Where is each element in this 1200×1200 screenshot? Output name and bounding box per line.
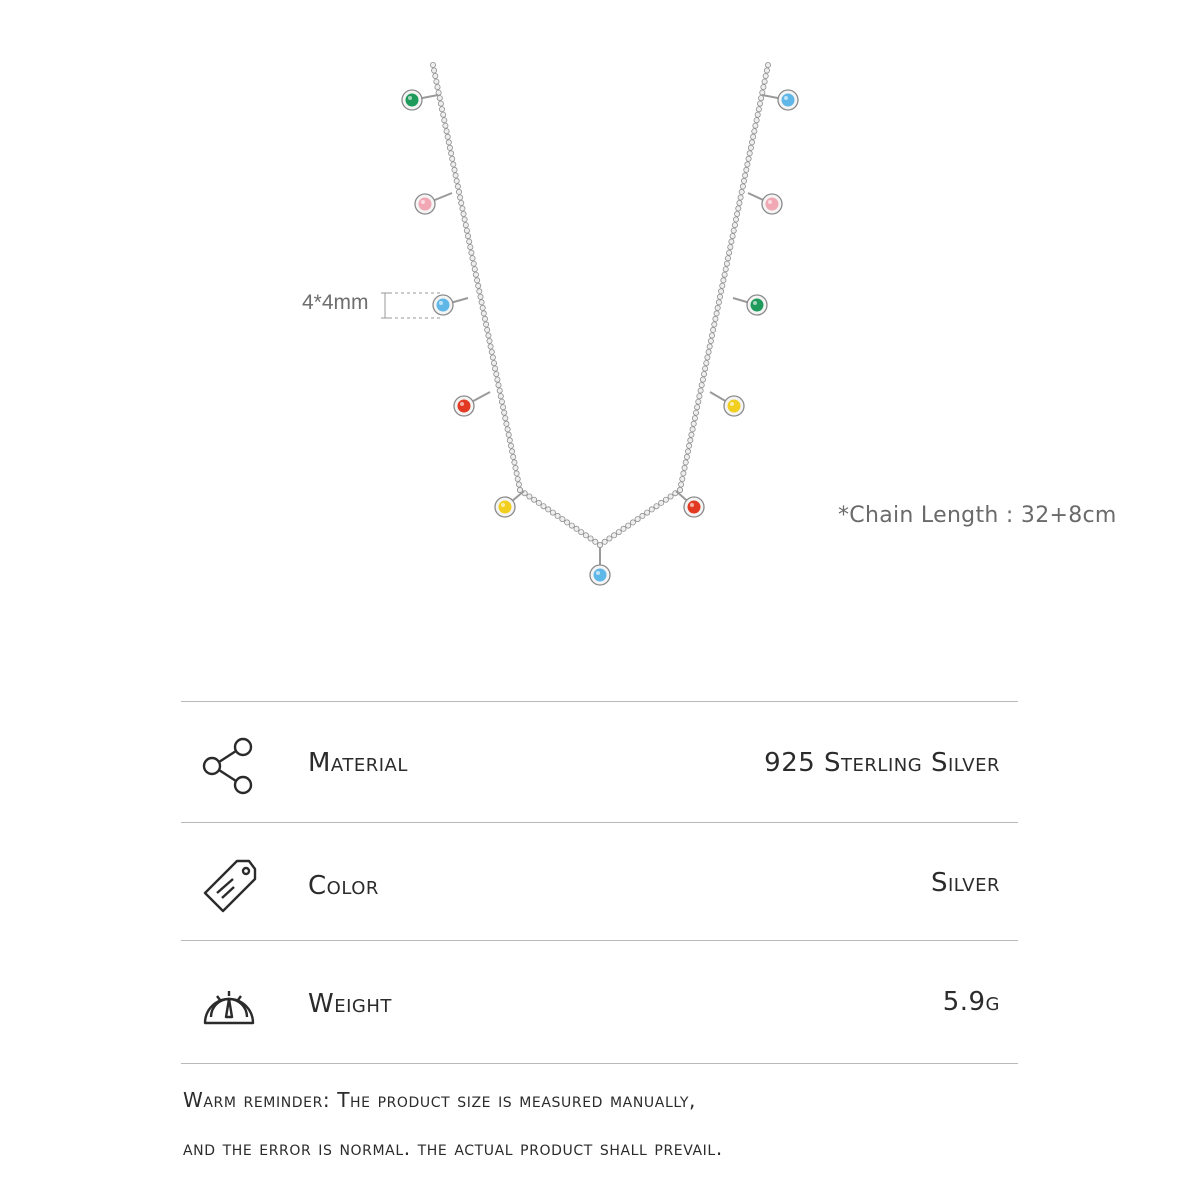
chain-bead: [721, 278, 726, 283]
chain-bead: [626, 523, 631, 528]
chain-bead: [630, 520, 635, 525]
chain-bead: [635, 517, 640, 522]
chain-bead: [480, 305, 485, 310]
chain-bead: [751, 134, 756, 139]
chain-bead: [698, 388, 703, 393]
gemstone: [406, 94, 419, 107]
chain-bead: [722, 272, 727, 277]
chain-bead: [645, 510, 650, 515]
chain-bead: [720, 283, 725, 288]
chain-bead: [607, 536, 612, 541]
chain-bead: [560, 517, 565, 522]
gem-highlight: [408, 96, 412, 100]
chain-bead: [640, 513, 645, 518]
chain-bead: [749, 140, 754, 145]
gemstone: [594, 569, 607, 582]
chain-bead: [684, 454, 689, 459]
chain-bead: [703, 366, 708, 371]
chain-bead: [755, 112, 760, 117]
chain-bead: [736, 206, 741, 211]
chain-bead: [708, 338, 713, 343]
chain-bead: [471, 261, 476, 266]
chain-bead: [683, 460, 688, 465]
chain-bead: [689, 432, 694, 437]
chain-bead: [512, 460, 517, 465]
chain-bead: [711, 327, 716, 332]
chain-bead: [481, 311, 486, 316]
chain-bead: [715, 305, 720, 310]
chain-bead: [456, 189, 461, 194]
chain-bead: [506, 432, 511, 437]
chain-bead: [536, 500, 541, 505]
chain-bead: [532, 497, 537, 502]
chain-bead: [583, 533, 588, 538]
chain-bead: [516, 482, 521, 487]
chain-bead: [707, 344, 712, 349]
chain-bead: [731, 228, 736, 233]
gem-highlight: [753, 301, 757, 305]
chain-bead: [451, 162, 456, 167]
chain-bead: [574, 526, 579, 531]
gem-highlight: [596, 571, 600, 575]
chain-bead: [695, 405, 700, 410]
chain-bead: [473, 272, 478, 277]
chain-bead: [479, 300, 484, 305]
chain-bead: [477, 289, 482, 294]
scale-icon: [199, 977, 259, 1037]
spec-label: Weight: [308, 989, 392, 1019]
chain-bead: [735, 211, 740, 216]
chain-bead: [461, 211, 466, 216]
chain-bead: [579, 530, 584, 535]
chain-bead: [509, 449, 514, 454]
chain-bead: [727, 250, 732, 255]
chain-bead: [490, 355, 495, 360]
chain-bead: [511, 454, 516, 459]
chain-bead: [491, 361, 496, 366]
chain-bead: [447, 145, 452, 150]
chain-bead: [765, 62, 770, 67]
spec-table: [181, 701, 1018, 1064]
chain-bead: [724, 261, 729, 266]
gemstone: [458, 400, 471, 413]
chain-bead: [478, 294, 483, 299]
gem-highlight: [460, 402, 464, 406]
chain-bead: [458, 195, 463, 200]
chain-bead: [452, 167, 457, 172]
chain-bead: [470, 256, 475, 261]
chain-bead: [748, 145, 753, 150]
chain-bead: [744, 167, 749, 172]
chain-bead: [690, 427, 695, 432]
chain-bead: [668, 494, 673, 499]
chain-bead: [597, 542, 602, 547]
chain-bead: [450, 156, 455, 161]
chain-bead: [475, 278, 480, 283]
chain-bead: [499, 399, 504, 404]
chain-bead: [527, 494, 532, 499]
chain-bead: [465, 234, 470, 239]
size-dimension-marker: [381, 293, 440, 318]
share-icon: [199, 736, 259, 796]
chain-bead: [709, 333, 714, 338]
chain-bead: [759, 96, 764, 101]
chain-bead: [430, 62, 435, 67]
chain-bead: [501, 405, 506, 410]
chain-bead: [497, 388, 502, 393]
chain-bead: [746, 156, 751, 161]
chain-bead: [704, 361, 709, 366]
chain-bead: [696, 399, 701, 404]
chain-bead: [717, 294, 722, 299]
chain-bead: [753, 123, 758, 128]
chain-bead: [513, 465, 518, 470]
chain-bead: [455, 184, 460, 189]
chain-bead: [488, 344, 493, 349]
chain-bead: [691, 421, 696, 426]
chain-bead: [728, 245, 733, 250]
chain-bead: [502, 410, 507, 415]
chain-bead: [444, 129, 449, 134]
gemstone: [766, 198, 779, 211]
spec-label: Material: [308, 748, 408, 778]
chain-bead: [453, 173, 458, 178]
chain-bead: [482, 316, 487, 321]
chain-bead: [476, 283, 481, 288]
chain-bead: [649, 507, 654, 512]
chain-bead: [489, 349, 494, 354]
chain-bead: [729, 239, 734, 244]
chain-bead: [699, 383, 704, 388]
chain-bead: [680, 476, 685, 481]
chain-bead: [485, 327, 490, 332]
chain-bead: [498, 394, 503, 399]
chain-bead: [682, 465, 687, 470]
chain-bead: [719, 289, 724, 294]
chain-bead: [732, 223, 737, 228]
chain-bead: [730, 234, 735, 239]
chain-bead: [460, 206, 465, 211]
chain-bead: [737, 200, 742, 205]
chain-bead: [434, 79, 439, 84]
chain-bead: [764, 68, 769, 73]
gem-highlight: [690, 503, 694, 507]
chain-bead: [763, 73, 768, 78]
chain-bead: [494, 372, 499, 377]
chain-bead: [679, 482, 684, 487]
chain-bead: [738, 195, 743, 200]
chain-bead: [515, 476, 520, 481]
chain-bead: [462, 217, 467, 222]
reminder-line-1: Warm reminder: The product size is measured manually,: [183, 1088, 696, 1112]
chain-bead: [688, 438, 693, 443]
chain-bead: [487, 338, 492, 343]
chain-bead: [725, 256, 730, 261]
chain-bead: [593, 539, 598, 544]
chain-bead: [757, 101, 762, 106]
chain-length-label: *Chain Length : 32+8cm: [838, 503, 1117, 528]
chain-bead: [443, 123, 448, 128]
chain-bead: [439, 107, 444, 112]
chain-bead: [472, 267, 477, 272]
chain-bead: [464, 228, 469, 233]
divider: [181, 1063, 1018, 1064]
tag-icon: [199, 857, 259, 917]
chain-bead: [433, 73, 438, 78]
chain-bead: [493, 366, 498, 371]
chain-bead: [761, 85, 766, 90]
chain-bead: [505, 427, 510, 432]
chain-bead: [445, 134, 450, 139]
chain-bead: [713, 316, 718, 321]
chain-bead: [754, 118, 759, 123]
chain-bead: [550, 510, 555, 515]
gem-highlight: [501, 503, 505, 507]
chain-bead: [565, 520, 570, 525]
chain-bead: [454, 178, 459, 183]
pendant-size-label: 4*4mm: [302, 291, 369, 314]
chain-bead: [741, 178, 746, 183]
chain-bead: [712, 322, 717, 327]
spec-value: 5.9g: [942, 987, 1000, 1017]
chain-bead: [747, 151, 752, 156]
spec-row-material: [181, 702, 1018, 822]
gem-highlight: [784, 96, 788, 100]
chain-bead: [687, 443, 692, 448]
reminder-line-2: and the error is normal. the actual product shall prevail.: [183, 1136, 723, 1160]
gemstone: [751, 299, 764, 312]
chain-bead: [705, 355, 710, 360]
chain-bead: [569, 523, 574, 528]
gem-highlight: [421, 200, 425, 204]
pendants: [402, 90, 798, 585]
chain-bead: [435, 85, 440, 90]
gem-highlight: [730, 402, 734, 406]
chain-bead: [612, 533, 617, 538]
chain-bead: [706, 349, 711, 354]
chain-bead: [503, 416, 508, 421]
chain-bead: [762, 79, 767, 84]
spec-label: Color: [308, 871, 379, 901]
chain-bead: [496, 383, 501, 388]
gemstone: [728, 400, 741, 413]
chain-bead: [685, 449, 690, 454]
gemstone: [419, 198, 432, 211]
chain-bead: [714, 311, 719, 316]
chain-bead: [504, 421, 509, 426]
chain-bead: [602, 539, 607, 544]
chain-bead: [442, 118, 447, 123]
chain-bead: [739, 189, 744, 194]
chain-bead: [446, 140, 451, 145]
chain-bead: [546, 507, 551, 512]
chain-bead: [437, 96, 442, 101]
gemstone: [437, 299, 450, 312]
chain-bead: [621, 526, 626, 531]
chain-bead: [432, 68, 437, 73]
chain-bead: [733, 217, 738, 222]
spec-row-color: [181, 823, 1018, 940]
spec-value: 925 Sterling Silver: [764, 748, 1000, 778]
bead-chain: [430, 62, 770, 547]
spec-row-weight: [181, 941, 1018, 1063]
chain-bead: [663, 497, 668, 502]
spec-value: Silver: [930, 868, 1000, 898]
chain-bead: [697, 394, 702, 399]
chain-bead: [438, 101, 443, 106]
chain-bead: [514, 471, 519, 476]
chain-bead: [463, 223, 468, 228]
chain-bead: [692, 416, 697, 421]
chain-bead: [743, 173, 748, 178]
chain-bead: [700, 377, 705, 382]
chain-bead: [756, 107, 761, 112]
chain-bead: [449, 151, 454, 156]
chain-bead: [616, 530, 621, 535]
chain-bead: [745, 162, 750, 167]
chain-bead: [541, 504, 546, 509]
chain-bead: [693, 410, 698, 415]
chain-bead: [484, 322, 489, 327]
chain-bead: [555, 513, 560, 518]
gemstone: [782, 94, 795, 107]
chain-bead: [681, 471, 686, 476]
chain-bead: [701, 372, 706, 377]
gemstone: [688, 501, 701, 514]
gem-highlight: [768, 200, 772, 204]
chain-bead: [507, 438, 512, 443]
chain-bead: [508, 443, 513, 448]
chain-bead: [659, 500, 664, 505]
chain-bead: [467, 239, 472, 244]
gem-highlight: [439, 301, 443, 305]
chain-bead: [654, 504, 659, 509]
chain-bead: [723, 267, 728, 272]
chain-bead: [740, 184, 745, 189]
chain-bead: [469, 250, 474, 255]
chain-bead: [468, 245, 473, 250]
chain-bead: [459, 200, 464, 205]
chain-bead: [752, 129, 757, 134]
gemstone: [499, 501, 512, 514]
chain-bead: [716, 300, 721, 305]
chain-bead: [495, 377, 500, 382]
chain-bead: [588, 536, 593, 541]
chain-bead: [486, 333, 491, 338]
chain-bead: [441, 112, 446, 117]
